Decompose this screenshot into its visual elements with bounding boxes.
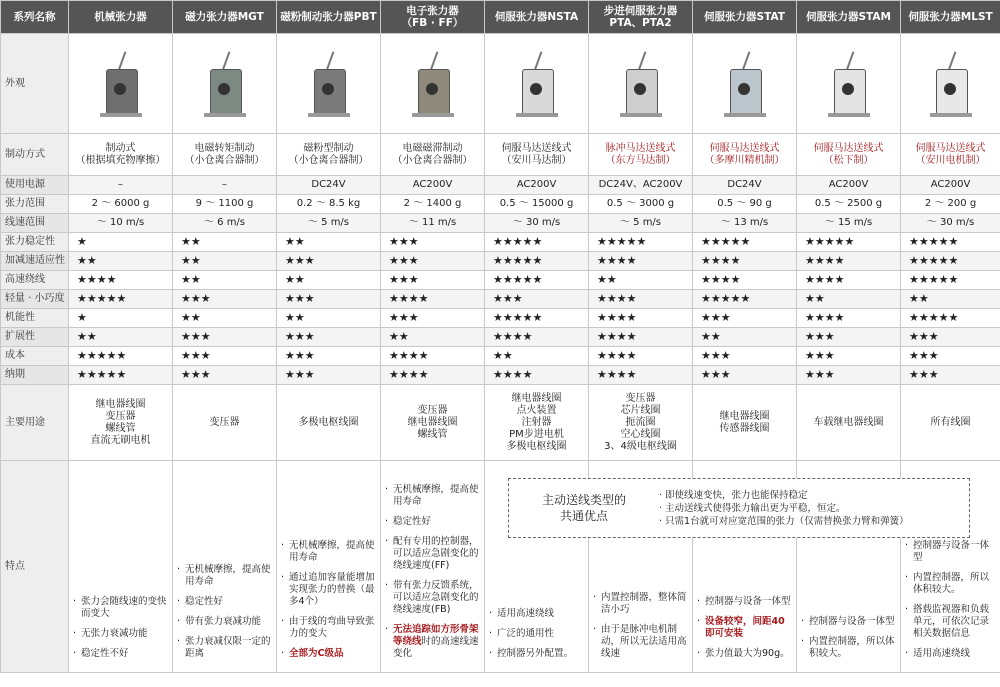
power-cell: – (173, 176, 277, 195)
row-highspeed (1, 271, 1000, 290)
highspeed-cell: ★★★★★ (485, 271, 589, 290)
usage-cell (797, 385, 901, 461)
usage-item: 继电器线圈 (95, 398, 146, 410)
stability-cell: ★★★★★ (485, 233, 589, 252)
stability-cell: ★★ (173, 233, 277, 252)
feature-item (73, 596, 168, 620)
function-cell: ★★ (277, 309, 381, 328)
power-cell: AC200V (381, 176, 485, 195)
feature-item (593, 624, 688, 660)
common-advantages-title: 主动送线类型的 共通优点 (541, 493, 626, 523)
stability-cell: ★★ (277, 233, 381, 252)
feature-text: 张力会随线速的变快而变大 (81, 596, 167, 619)
speed-cell: ～ 13 m/s (693, 214, 797, 233)
compact-cell: ★★★★ (381, 290, 485, 309)
feature-item (177, 564, 272, 588)
feature-item (385, 516, 480, 528)
feature-text: 无机械摩擦，提高使用寿命 (185, 564, 271, 587)
features-list (905, 540, 996, 660)
range-cell: 2 ～ 1400 g (381, 195, 485, 214)
cost-cell: ★★★★ (589, 347, 693, 366)
feature-item (177, 596, 272, 608)
feature-text: 设备较窄，间距40即可安装 (705, 616, 785, 639)
compact-cell: ★★ (901, 290, 1000, 309)
speed-cell: ～ 30 m/s (485, 214, 589, 233)
features-list (697, 596, 792, 660)
speed-cell: ～ 15 m/s (797, 214, 901, 233)
highspeed-cell: ★★★★ (69, 271, 173, 290)
product-image-cell (797, 34, 901, 134)
row-label-usage: 主要用途 (1, 385, 69, 461)
speed-cell: ～ 5 m/s (589, 214, 693, 233)
brake-type: 制动式 (105, 142, 136, 154)
brake-cell (901, 134, 1000, 176)
usage-item: 芯片线圈 (620, 404, 661, 416)
speed-cell: ～ 6 m/s (173, 214, 277, 233)
column-header-5: 伺服张力器NSTA (485, 1, 589, 34)
row-usage (1, 385, 1000, 461)
expand-cell: ★★★ (173, 328, 277, 347)
row-label-brake: 制动方式 (1, 134, 69, 176)
expand-cell: ★★★★ (485, 328, 589, 347)
row-speed (1, 214, 1000, 233)
usage-cell (485, 385, 589, 461)
highspeed-cell: ★★ (277, 271, 381, 290)
row-expand (1, 328, 1000, 347)
function-cell: ★ (69, 309, 173, 328)
expand-cell: ★★★★ (589, 328, 693, 347)
usage-item: 直流无刷电机 (90, 434, 151, 446)
feature-text: 张力衰减仅限一定的距离 (185, 636, 271, 659)
feature-item (697, 648, 792, 660)
column-header-8: 伺服张力器STAM (797, 1, 901, 34)
feature-item (281, 616, 376, 640)
expand-cell: ★★ (69, 328, 173, 347)
range-cell: 0.5 ～ 15000 g (485, 195, 589, 214)
usage-item: 注射器 (521, 416, 552, 428)
usage-item: 多极电枢线圈 (298, 416, 359, 428)
feature-text: 无机械摩擦，提高使用寿命 (289, 540, 375, 563)
cost-cell: ★★ (485, 347, 589, 366)
row-label-cost: 成本 (1, 347, 69, 366)
feature-text: 带有张力衰减功能 (185, 616, 262, 627)
usage-item: 扼流圈 (625, 416, 656, 428)
feature-item (489, 628, 584, 640)
feature-item (905, 540, 996, 564)
brake-type: 磁粉型制动 (303, 142, 354, 154)
speed-cell: ～ 30 m/s (901, 214, 1000, 233)
feature-text: 无机械摩擦，提高使用寿命 (393, 484, 479, 507)
delivery-cell: ★★★ (277, 366, 381, 385)
delivery-cell: ★★★ (797, 366, 901, 385)
accel-cell: ★★★★ (693, 252, 797, 271)
magnetic-tensioner-icon (194, 47, 256, 123)
compact-cell: ★★ (797, 290, 901, 309)
expand-cell: ★★ (381, 328, 485, 347)
expand-cell: ★★ (693, 328, 797, 347)
usage-item: 螺线管 (105, 422, 136, 434)
function-cell: ★★ (173, 309, 277, 328)
usage-item: 变压器 (625, 392, 656, 404)
accel-cell: ★★★ (277, 252, 381, 271)
product-image-cell (381, 34, 485, 134)
power-cell: AC200V (485, 176, 589, 195)
row-appearance (1, 34, 1000, 134)
brake-maker: （东方马达制） (605, 154, 676, 166)
feature-item (905, 572, 996, 596)
speed-cell: ～ 5 m/s (277, 214, 381, 233)
usage-item: 变压器 (105, 410, 136, 422)
brake-maker: （小仓离合器制） (184, 154, 265, 166)
product-image-cell (69, 34, 173, 134)
range-cell: 2 ～ 6000 g (69, 195, 173, 214)
brake-type: 电磁转矩制动 (194, 142, 255, 154)
common-advantage-item: · 即使线速变快，张力也能保持稳定 (659, 489, 909, 502)
row-label-function: 机能性 (1, 309, 69, 328)
cost-cell: ★★★ (693, 347, 797, 366)
column-header-4: 电子张力器 （FB · FF） (381, 1, 485, 34)
brake-cell (797, 134, 901, 176)
expand-cell: ★★★ (797, 328, 901, 347)
brake-maker: （多摩川精机制） (704, 154, 785, 166)
expand-cell: ★★★ (901, 328, 1000, 347)
feature-item (801, 636, 896, 660)
row-label-appearance: 外观 (1, 34, 69, 134)
features-list (177, 564, 272, 660)
highspeed-cell: ★★★★ (693, 271, 797, 290)
product-image-cell (277, 34, 381, 134)
common-advantage-item: · 只需1台就可对应宽范围的张力（仅需替换张力臂和弹簧） (659, 515, 909, 528)
servo-stat-icon (714, 47, 776, 123)
features-cell (381, 461, 485, 673)
usage-cell (173, 385, 277, 461)
feature-text: 广泛的通用性 (497, 628, 555, 639)
row-label-range: 张力范围 (1, 195, 69, 214)
usage-item: 继电器线圈 (719, 410, 770, 422)
feature-text: 适用高速绕线 (497, 608, 555, 619)
feature-text: 内置控制器，所以体积较大。 (809, 636, 895, 659)
function-cell: ★★★★ (589, 309, 693, 328)
features-list (801, 616, 896, 660)
column-header-3: 磁粉制动张力器PBT (277, 1, 381, 34)
features-cell (173, 461, 277, 673)
brake-maker: （根据填充物摩擦） (75, 154, 166, 166)
power-cell: – (69, 176, 173, 195)
feature-item (385, 624, 480, 660)
features-list (593, 592, 688, 660)
power-cell: DC24V、AC200V (589, 176, 693, 195)
product-image-cell (589, 34, 693, 134)
brake-maker: （安川马达制） (501, 154, 572, 166)
delivery-cell: ★★★ (173, 366, 277, 385)
feature-text: 带有张力反馈系统，可以适应急剧变化的绕线速度(FB) (393, 580, 479, 615)
feature-text: 适用高速绕线 (913, 648, 971, 659)
common-advantage-item: · 主动送线式使得张力输出更为平稳，恒定。 (659, 502, 909, 515)
usage-cell (69, 385, 173, 461)
feature-text: 时的高速线速变化 (393, 636, 479, 659)
brake-cell (381, 134, 485, 176)
usage-item: 车载继电器线圈 (813, 416, 884, 428)
row-label-delivery: 纳期 (1, 366, 69, 385)
row-cost (1, 347, 1000, 366)
powder-brake-tensioner-icon (298, 47, 360, 123)
delivery-cell: ★★★★ (589, 366, 693, 385)
row-brake (1, 134, 1000, 176)
row-label-speed: 线速范围 (1, 214, 69, 233)
compact-cell: ★★★ (485, 290, 589, 309)
feature-item (177, 636, 272, 660)
feature-text: 稳定性不好 (81, 648, 129, 659)
brake-maker: （小仓离合器制） (392, 154, 473, 166)
feature-text: 稳定性好 (185, 596, 224, 607)
power-cell: DC24V (277, 176, 381, 195)
brake-type: 脉冲马达送线式 (605, 142, 676, 154)
cost-cell: ★★★ (173, 347, 277, 366)
expand-cell: ★★★ (277, 328, 381, 347)
feature-item (697, 616, 792, 640)
row-label-features: 特点 (1, 461, 69, 673)
brake-type: 伺服马达送线式 (501, 142, 572, 154)
accel-cell: ★★★★★ (901, 252, 1000, 271)
feature-item (489, 648, 584, 660)
brake-maker: （小仓离合器制） (288, 154, 369, 166)
features-list (281, 540, 376, 660)
row-label-compact: 轻量 · 小巧度 (1, 290, 69, 309)
feature-text: 内置控制器，整体简洁小巧 (601, 592, 687, 615)
stability-cell: ★ (69, 233, 173, 252)
highspeed-cell: ★★★★★ (901, 271, 1000, 290)
usage-cell (277, 385, 381, 461)
power-cell: AC200V (797, 176, 901, 195)
column-header-7: 伺服张力器STAT (693, 1, 797, 34)
delivery-cell: ★★★★ (381, 366, 485, 385)
row-range (1, 195, 1000, 214)
column-header-2: 磁力张力器MGT (173, 1, 277, 34)
feature-item (905, 648, 996, 660)
product-image-cell (485, 34, 589, 134)
speed-cell: ～ 11 m/s (381, 214, 485, 233)
brake-cell (69, 134, 173, 176)
feature-text: 无张力衰减功能 (81, 628, 148, 639)
feature-text: 控制器另外配置。 (497, 648, 574, 659)
usage-cell (901, 385, 1000, 461)
cost-cell: ★★★ (277, 347, 381, 366)
cost-cell: ★★★★ (381, 347, 485, 366)
feature-text: 稳定性好 (393, 516, 432, 527)
features-cell (277, 461, 381, 673)
row-stability (1, 233, 1000, 252)
range-cell: 0.5 ～ 2500 g (797, 195, 901, 214)
usage-item: 继电器线圈 (511, 392, 562, 404)
accel-cell: ★★ (173, 252, 277, 271)
stability-cell: ★★★ (381, 233, 485, 252)
usage-cell (381, 385, 485, 461)
highspeed-cell: ★★ (589, 271, 693, 290)
series-name-header: 系列名称 (1, 1, 69, 34)
compact-cell: ★★★★ (589, 290, 693, 309)
range-cell: 0.5 ～ 3000 g (589, 195, 693, 214)
servo-nsta-icon (506, 47, 568, 123)
function-cell: ★★★★ (797, 309, 901, 328)
delivery-cell: ★★★★ (485, 366, 589, 385)
row-power (1, 176, 1000, 195)
brake-cell (589, 134, 693, 176)
usage-cell (589, 385, 693, 461)
servo-stam-icon (818, 47, 880, 123)
row-label-highspeed: 高速绕线 (1, 271, 69, 290)
row-label-accel: 加减速适应性 (1, 252, 69, 271)
accel-cell: ★★★★ (797, 252, 901, 271)
brake-type: 伺服马达送线式 (915, 142, 986, 154)
highspeed-cell: ★★★★ (797, 271, 901, 290)
feature-text: 由于线的弯曲导致张力的变大 (289, 616, 375, 639)
feature-item (385, 536, 480, 572)
header-row (1, 1, 1000, 34)
usage-item: 变压器 (417, 404, 448, 416)
feature-text: 全部为C级品 (289, 648, 344, 659)
feature-text: 控制器与设备一体型 (705, 596, 791, 607)
usage-item: PM步进电机 (509, 428, 564, 440)
brake-type: 伺服马达送线式 (813, 142, 884, 154)
common-advantages-box (508, 478, 970, 538)
feature-text: 控制器与设备一体型 (913, 540, 990, 563)
features-list (489, 608, 584, 660)
row-label-stability: 张力稳定性 (1, 233, 69, 252)
feature-item (281, 540, 376, 564)
delivery-cell: ★★★★★ (69, 366, 173, 385)
feature-item (489, 608, 584, 620)
feature-text: 配有专用的控制器，可以适应急剧变化的绕线速度(FF) (393, 536, 479, 571)
feature-text: 通过追加容量能增加实现张力的替换（最多4个） (289, 572, 375, 607)
electronic-tensioner-icon (402, 47, 464, 123)
features-list (385, 484, 480, 660)
feature-text: 控制器与设备一体型 (809, 616, 895, 627)
common-advantages-list (659, 489, 909, 528)
usage-item: 变压器 (209, 416, 240, 428)
delivery-cell: ★★★ (693, 366, 797, 385)
power-cell: AC200V (901, 176, 1000, 195)
usage-cell (693, 385, 797, 461)
column-header-9: 伺服张力器MLST (901, 1, 1000, 34)
row-label-expand: 扩展性 (1, 328, 69, 347)
function-cell: ★★★★★ (901, 309, 1000, 328)
features-list (73, 596, 168, 660)
feature-item (73, 648, 168, 660)
range-cell: 9 ～ 1100 g (173, 195, 277, 214)
usage-item: 继电器线圈 (407, 416, 458, 428)
feature-text: 由于是脉冲电机制动，所以无法适用高线速 (601, 624, 687, 659)
usage-item: 多极电枢线圈 (506, 440, 567, 452)
stability-cell: ★★★★★ (589, 233, 693, 252)
row-function (1, 309, 1000, 328)
brake-maker: （安川电机制） (915, 154, 986, 166)
feature-item (177, 616, 272, 628)
function-cell: ★★★★★ (485, 309, 589, 328)
column-header-6: 步进伺服张力器 PTA、PTA2 (589, 1, 693, 34)
stability-cell: ★★★★★ (797, 233, 901, 252)
row-accel (1, 252, 1000, 271)
accel-cell: ★★★★ (589, 252, 693, 271)
compact-cell: ★★★★★ (69, 290, 173, 309)
row-compact (1, 290, 1000, 309)
feature-item (385, 484, 480, 508)
cost-cell: ★★★★★ (69, 347, 173, 366)
range-cell: 0.2 ～ 8.5 kg (277, 195, 381, 214)
usage-item: 空心线圈 (620, 428, 661, 440)
feature-warning: 无法追踪如方形骨架等绕线 (393, 624, 479, 647)
function-cell: ★★★ (381, 309, 485, 328)
power-cell: DC24V (693, 176, 797, 195)
function-cell: ★★★ (693, 309, 797, 328)
feature-item (281, 648, 376, 660)
usage-item: 所有线圈 (930, 416, 971, 428)
accel-cell: ★★★★★ (485, 252, 589, 271)
brake-cell (693, 134, 797, 176)
usage-item: 3、4级电枢线圈 (604, 440, 677, 452)
product-image-cell (173, 34, 277, 134)
brake-cell (277, 134, 381, 176)
feature-item (281, 572, 376, 608)
delivery-cell: ★★★ (901, 366, 1000, 385)
feature-text: 张力值最大为90g。 (705, 648, 790, 659)
compact-cell: ★★★★★ (693, 290, 797, 309)
cost-cell: ★★★ (797, 347, 901, 366)
feature-text: 内置控制器，所以体积较大。 (913, 572, 990, 595)
compact-cell: ★★★ (173, 290, 277, 309)
product-image-cell (693, 34, 797, 134)
brake-maker: （松下制） (823, 154, 874, 166)
row-label-power: 使用电源 (1, 176, 69, 195)
compact-cell: ★★★ (277, 290, 381, 309)
highspeed-cell: ★★★ (381, 271, 485, 290)
row-delivery (1, 366, 1000, 385)
column-header-1: 机械张力器 (69, 1, 173, 34)
servo-mlst-icon (920, 47, 982, 123)
range-cell: 0.5 ～ 90 g (693, 195, 797, 214)
usage-item: 螺线管 (417, 428, 448, 440)
stability-cell: ★★★★★ (693, 233, 797, 252)
feature-item (801, 616, 896, 628)
brake-cell (485, 134, 589, 176)
usage-item: 传感器线圈 (719, 422, 770, 434)
features-cell (69, 461, 173, 673)
feature-item (697, 596, 792, 608)
feature-text: 搭载监视器和负载单元，可依次记录相关数据信息 (913, 604, 990, 639)
feature-item (593, 592, 688, 616)
accel-cell: ★★ (69, 252, 173, 271)
feature-item (385, 580, 480, 616)
feature-item (905, 604, 996, 640)
accel-cell: ★★★ (381, 252, 485, 271)
mechanical-tensioner-icon (90, 47, 152, 123)
brake-cell (173, 134, 277, 176)
product-image-cell (901, 34, 1000, 134)
range-cell: 2 ～ 200 g (901, 195, 1000, 214)
feature-item (73, 628, 168, 640)
stepper-pta-icon (610, 47, 672, 123)
stability-cell: ★★★★★ (901, 233, 1000, 252)
cost-cell: ★★★ (901, 347, 1000, 366)
speed-cell: ～ 10 m/s (69, 214, 173, 233)
usage-item: 点火装置 (516, 404, 557, 416)
brake-type: 伺服马达送线式 (709, 142, 780, 154)
brake-type: 电磁磁滞制动 (402, 142, 463, 154)
highspeed-cell: ★★ (173, 271, 277, 290)
